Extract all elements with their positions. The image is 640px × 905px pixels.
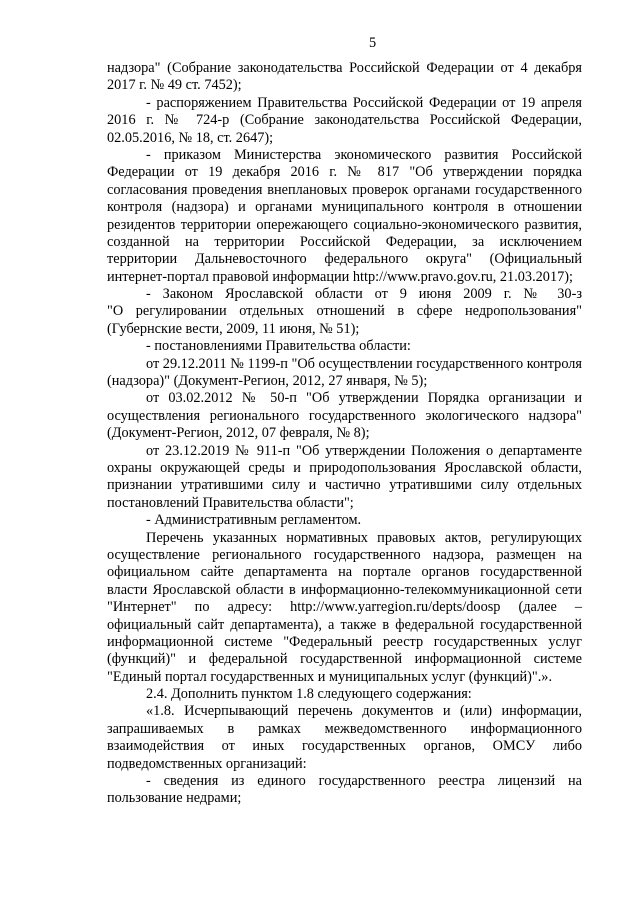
list-item [107,147,582,286]
text-line: власти Ярославской области в информационно-телекоммуникационной сети [107,581,582,598]
text-line: созданной на территории Российской Федерации, за исключением [107,233,582,250]
text-line: "Единый портал государственных и муниципальных услуг (функций)".». [107,668,553,685]
text-line: постановлений Правительства области"; [107,494,354,511]
list-item [107,512,582,529]
list-item [107,95,582,147]
text-line: надзора" (Собрание законодательства Российской Федерации от 4 декабря [107,60,582,76]
list-heading [107,338,582,355]
text-line: подведомственных организаций: [107,755,307,772]
text-line: охраны окружающей среды и природопользования Ярославской области, [107,459,582,476]
list-subitem [107,443,582,513]
page-number: 5 [369,35,377,51]
text-line: информационной системе "Федеральный реестр государственных услуг [107,633,582,650]
text-line: согласования проведения внеплановых проверок органами государственного [107,181,582,198]
amendment-clause [107,686,582,703]
text-line: «1.8. Исчерпывающий перечень документов и (или) информации, [146,703,582,720]
list-subitem [107,390,582,442]
text-line: - Законом Ярославской области от 9 июня 2009 г. № 30-з [146,286,582,303]
text-line: официальном сайте департамента на портале органов государственной [107,564,582,581]
list-item [107,773,582,808]
text-line: - приказом Министерства экономического развития Российской [146,146,582,163]
text-line: официальный сайт департамента), а также в федеральной государственной [107,616,582,633]
text-line: признании утратившими силу и частично утратившими силу отдельных [107,477,582,494]
text-line: (Губернские вести, 2009, 11 июня, № 51); [107,320,360,337]
text-line: "О регулировании отдельных отношений в сфере недропользования" [107,303,582,320]
text-line: 2017 г. № 49 ст. 7452); [107,77,242,94]
text-line: резидентов территории опережающего социально-экономического развития, [107,216,582,233]
text-line: (Документ-Регион, 2012, 07 февраля, № 8); [107,425,370,442]
text-line: - Административным регламентом. [146,512,362,529]
text-line: от 23.12.2019 № 911-п "Об утверждении Положения о департаменте [146,442,582,459]
text-line: 2016 г. № 724-р (Собрание законодательства Российской Федерации, [107,112,582,129]
text-line: взаимодействия от иных государственных органов, ОМСУ либо [107,738,582,755]
text-line: Перечень указанных нормативных правовых актов, регулирующих [146,529,582,546]
text-line: пользование недрами; [107,790,242,807]
text-line: от 03.02.2012 № 50-п "Об утверждении Порядка организации и [146,390,582,407]
text-line: - распоряжением Правительства Российской Федерации от 19 апреля [146,94,582,111]
text-line: (функций)" и федеральной государственной информационной системе [107,651,582,668]
paragraph-continued [107,60,582,95]
text-line: осуществление регионального государственного надзора, размещен на [107,546,582,563]
text-line: запрашиваемых в рамках межведомственного информационного [107,720,582,737]
text-line: "Интернет" по адресу: http://www.yarregion.ru/depts/doosp (далее – [107,599,582,616]
text-line: - сведения из единого государственного реестра лицензий на [146,773,582,790]
text-line: (надзора)" (Документ-Регион, 2012, 27 января, № 5); [107,373,428,390]
document-body [107,60,582,808]
text-line: - постановлениями Правительства области: [146,338,411,355]
text-line: от 29.12.2011 № 1199-п "Об осуществлении государственного контроля [146,355,582,372]
paragraph [107,530,582,687]
text-line: Федерации от 19 декабря 2016 г. № 817 "Об утверждении порядка [107,164,582,181]
text-line: территории Дальневосточного федерального округа" (Официальный [107,251,582,268]
list-subitem [107,356,582,391]
text-line: контроля (надзора) и органами муниципального контроля в отношении [107,199,582,216]
list-item [107,286,582,338]
text-line: осуществления регионального государственного экологического надзора" [107,407,582,424]
text-line: 02.05.2016, № 18, ст. 2647); [107,129,274,146]
text-line: 2.4. Дополнить пунктом 1.8 следующего содержания: [146,686,472,703]
quoted-clause [107,703,582,773]
text-line: интернет-портал правовой информации http://www.pravo.gov.ru, 21.03.2017); [107,268,573,285]
